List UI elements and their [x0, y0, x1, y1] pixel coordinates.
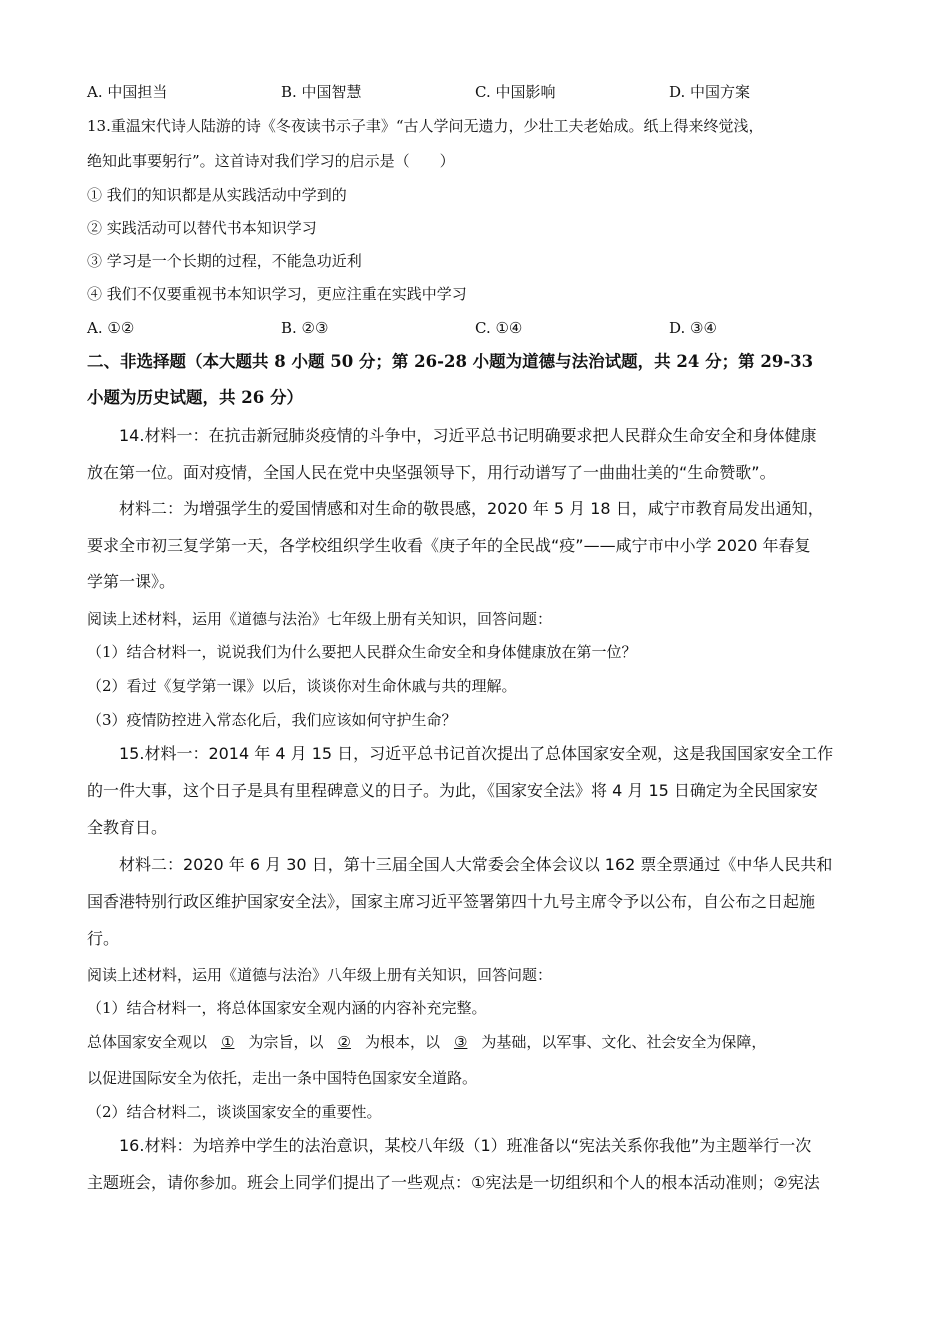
q15-material-2-line-2: 国香港特别行政区维护国家安全法》，国家主席习近平签署第四十九号主席令予以公布，自公布之日起施	[87, 892, 816, 911]
q13-stem-line-2: 绝知此事要躬行”。这首诗对我们学习的启示是（ ）	[87, 152, 455, 170]
blank-2: ②	[337, 1033, 351, 1051]
blank-3: ③	[453, 1033, 468, 1051]
q14-subquestion-3: （3）疫情防控进入常态化后，我们应该如何守护生命？	[87, 711, 457, 729]
q13-stem-line-1: 13.重温宋代诗人陆游的诗《冬夜读书示子聿》“古人学问无遗力，少壮工夫老始成。纸上得来终觉浅，	[87, 117, 764, 135]
q14-instruction: 阅读上述材料，运用《道德与法治》七年级上册有关知识，回答问题：	[87, 610, 553, 628]
q14-material-1-line-1: 14.材料一：在抗击新冠肺炎疫情的斗争中，习近平总书记明确要求把人民群众生命安全和身体健康	[119, 426, 817, 445]
q13-option-a: A. ①②	[87, 319, 135, 337]
q13-option-c: C. ①④	[475, 319, 523, 337]
q15-subquestion-1: （1）结合材料一，将总体国家安全观内涵的内容补充完整。	[87, 999, 487, 1017]
q13-option-d: D. ③④	[669, 319, 717, 337]
q14-material-2-line-3: 学第一课》。	[87, 572, 176, 591]
q14-subquestion-1: （1）结合材料一，说说我们为什么要把人民群众生命安全和身体健康放在第一位？	[87, 643, 637, 661]
q14-subquestion-2: （2）看过《复学第一课》以后，谈谈你对生命休戚与共的理解。	[87, 677, 517, 695]
q12-option-c: C. 中国影响	[475, 83, 556, 101]
fill-text-2: 为宗旨，以	[248, 1033, 324, 1051]
q13-statement-4: ④ 我们不仅要重视书本知识学习，更应注重在实践中学习	[87, 285, 467, 303]
fill-text-3: 为根本，以	[364, 1033, 440, 1051]
fill-text-1: 总体国家安全观以	[87, 1033, 208, 1051]
q13-statement-2: ② 实践活动可以替代书本知识学习	[87, 219, 317, 237]
q13-statement-1: ① 我们的知识都是从实践活动中学到的	[87, 186, 347, 204]
q14-material-2-line-1: 材料二：为增强学生的爱国情感和对生命的敬畏感，2020 年 5 月 18 日，咸宁市教育局发出通知，	[119, 499, 824, 518]
blank-1: ①	[221, 1033, 235, 1051]
section-heading-line-1: 二、非选择题（本大题共 8 小题 50 分；第 26-28 小题为道德与法治试题，共 24 分；第 29-33	[87, 352, 814, 371]
q15-material-1-line-1: 15.材料一：2014 年 4 月 15 日，习近平总书记首次提出了总体国家安全观，这是我国国家安全工作	[119, 744, 834, 763]
q14-material-2-line-2: 要求全市初三复学第一天，各学校组织学生收看《庚子年的全民战“疫”——咸宁市中小学 2020 年春复	[87, 536, 811, 555]
q12-option-d: D. 中国方案	[669, 83, 751, 101]
q16-material-line-2: 主题班会，请你参加。班会上同学们提出了一些观点：①宪法是一切组织和个人的根本活动准则；②宪法	[87, 1173, 820, 1192]
section-heading-line-2: 小题为历史试题，共 26 分）	[87, 388, 303, 407]
q15-fill-in-line	[87, 1032, 766, 1052]
q15-material-1-line-3: 全教育日。	[87, 818, 168, 837]
q15-instruction: 阅读上述材料，运用《道德与法治》八年级上册有关知识，回答问题：	[87, 966, 553, 984]
fill-text-4: 为基础，以军事、文化、社会安全为保障，	[481, 1033, 767, 1051]
q15-material-2-line-3: 行。	[87, 929, 120, 948]
q13-option-b: B. ②③	[281, 319, 329, 337]
q15-material-2-line-1: 材料二：2020 年 6 月 30 日，第十三届全国人大常委会全体会议以 162 票全票通过《中华人民共和	[119, 855, 833, 874]
q16-material-line-1: 16.材料：为培养中学生的法治意识，某校八年级（1）班准备以“宪法关系你我他”为主题举行一次	[119, 1136, 812, 1155]
q12-option-b: B. 中国智慧	[281, 83, 362, 101]
q12-option-a: A. 中国担当	[87, 83, 168, 101]
q15-material-1-line-2: 的一件大事，这个日子是具有里程碑意义的日子。为此，《国家安全法》将 4 月 15 日确定为全民国家安	[87, 781, 818, 800]
q13-statement-3: ③ 学习是一个长期的过程，不能急功近利	[87, 252, 362, 270]
q15-fill-in-line-2: 以促进国际安全为依托，走出一条中国特色国家安全道路。	[87, 1069, 478, 1087]
q15-subquestion-2: （2）结合材料二，谈谈国家安全的重要性。	[87, 1103, 382, 1121]
q14-material-1-line-2: 放在第一位。面对疫情，全国人民在党中央坚强领导下，用行动谱写了一曲曲壮美的“生命赞歌”。	[87, 463, 776, 482]
